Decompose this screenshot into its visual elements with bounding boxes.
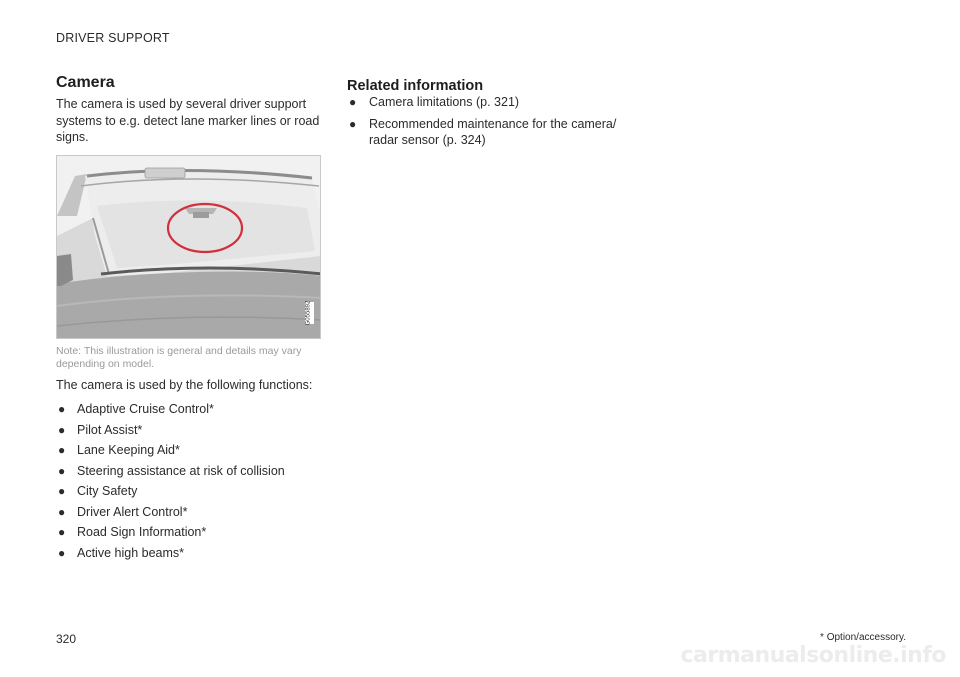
camera-section [56,74,326,560]
related-link-label[interactable]: Recommended maintenance for the camera/ radar sensor (p. 324) [369,117,617,147]
bullet-dot-icon: ● [58,504,66,519]
bullet-dot-icon: ● [349,95,357,109]
bullet-dot-icon: ● [58,525,66,539]
related-information-heading: Related information [347,78,484,94]
list-item [56,442,326,463]
windshield-camera-illustration [56,155,321,339]
list-item [56,463,326,484]
option-footnote: * Option/accessory. [820,632,906,643]
list-item [56,504,326,525]
functions-intro-text: The camera is used by the following functions: [56,378,313,392]
bullet-dot-icon: ● [58,402,66,416]
list-item [56,401,326,422]
related-link-camera-limitations[interactable] [347,94,627,110]
function-label: Road Sign Information* [77,525,207,539]
function-label: Active high beams* [77,545,185,560]
functions-list [56,401,326,565]
bullet-dot-icon: ● [58,545,66,560]
function-label: Adaptive Cruise Control* [77,402,214,416]
function-label: Pilot Assist* [77,422,143,437]
camera-intro-text: The camera is used by several driver support systems to e.g. detect lane marker lines or road signs. [56,97,320,144]
figure-caption: Note: This illustration is general and details may vary depending on model. [56,345,302,370]
list-item [56,545,326,566]
list-item [56,422,326,443]
bullet-dot-icon: ● [58,463,66,478]
function-label: Driver Alert Control* [77,504,188,519]
list-item [56,483,326,504]
related-link-recommended-maintenance[interactable] [347,116,627,148]
image-code: G055892 [305,300,312,326]
function-label: Steering assistance at risk of collision [77,463,285,478]
bullet-dot-icon: ● [349,117,357,131]
site-watermark: carmanualsonline.info [680,643,946,668]
bullet-dot-icon: ● [58,422,66,437]
section-header: DRIVER SUPPORT [56,31,170,45]
page-number: 320 [56,632,77,646]
related-links-list [347,94,627,148]
bullet-dot-icon: ● [58,484,66,498]
list-item [56,524,326,545]
function-label: Lane Keeping Aid* [77,443,180,457]
related-information-section [347,78,627,154]
related-link-label[interactable]: Camera limitations (p. 321) [369,95,520,109]
bullet-dot-icon: ● [58,443,66,457]
function-label: City Safety [77,484,138,498]
camera-heading: Camera [56,74,115,91]
